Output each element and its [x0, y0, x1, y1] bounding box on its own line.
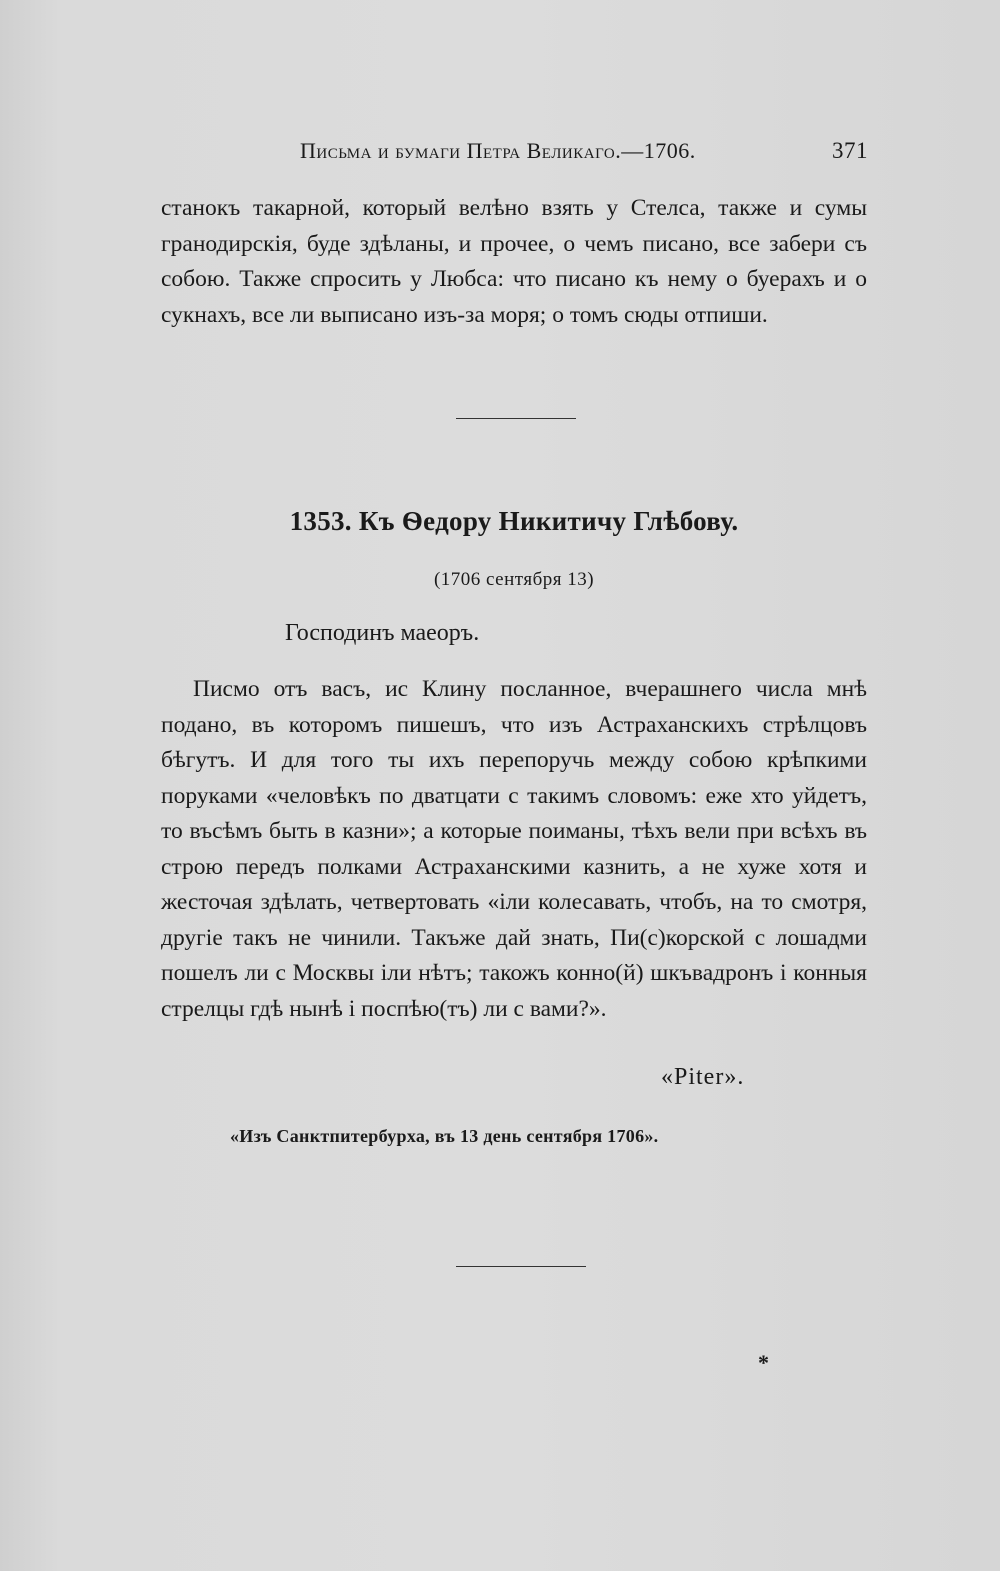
- section-divider: [456, 418, 576, 419]
- previous-letter-continuation: станокъ такарной, который велѣно взять у Стелса, также и сумы гранодирскія, буде здѣланы, и прочее, о чемъ писано, все забери съ собою. Также спросить у Любса: что писано къ нему о буерахъ и о сукнахъ, все ли выписано изъ-за моря; о томъ сюды отпиши.: [161, 195, 867, 328]
- end-divider: [456, 1266, 586, 1267]
- asterisk-mark: *: [758, 1350, 769, 1375]
- page-number: 371: [832, 138, 868, 163]
- letter-closing: «Изъ Санктпитербурха, въ 13 день сентября 1706».: [230, 1126, 659, 1146]
- letter-body: Писмо отъ васъ, ис Клину посланное, вчерашнего числа мнѣ подано, въ которомъ пишешъ, что изъ Астраханскихъ стрѣлцовъ бѣгутъ. И для того ты ихъ перепоручь между собою крѣпкими поруками «человѣкъ по дватцати с такимъ словомъ: еже хто уйдетъ, то въсѣмъ быть в казни»; а которые поиманы, тѣхъ вели при всѣхъ въ строю передъ полками Астраханскими казнить, а не хуже хотя и жесточая здѣлать, четвертовать «іли колесавать, чтобъ, на то смотря, другіе такъ не чинили. Такъже дай знать, Пи(с)корской с лошадми пошелъ ли с Москвы іли нѣтъ; такожъ конно(й) шкъвадронъ і конныя стрелцы гдѣ нынѣ і поспѣю(тъ) ли с вами?».: [161, 676, 867, 1022]
- letter-heading: 1353. Къ Ѳедору Никитичу Глѣбову.: [289, 506, 739, 536]
- letter-date: (1706 сентября 13): [433, 569, 595, 590]
- letter-salutation: Господинъ маеоръ.: [285, 620, 480, 646]
- running-title: Письма и бумаги Петра Великаго.—1706.: [300, 138, 696, 163]
- letter-signature: «Piter».: [661, 1064, 745, 1090]
